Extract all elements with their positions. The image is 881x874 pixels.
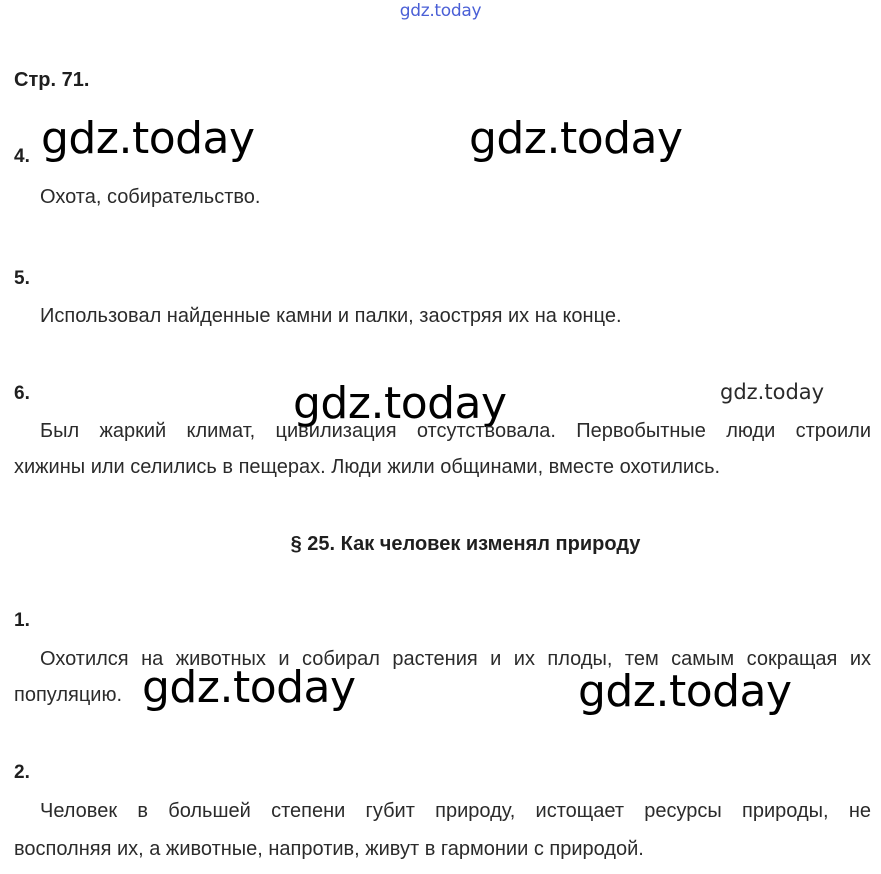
question-number-1: 1. xyxy=(14,610,30,631)
answer-5: Использовал найденные камни и палки, заостряя их на конце. xyxy=(40,305,622,327)
answer-6-line-1: Был жаркий климат, цивилизация отсутствовала. Первобытные люди строили xyxy=(40,420,871,442)
watermark: gdz.today xyxy=(293,378,507,429)
section-answer-2-line-2: восполняя их, а животные, напротив, живут в гармонии с природой. xyxy=(14,838,644,860)
section-answer-1-line-2: популяцию. xyxy=(14,684,123,706)
question-number-2: 2. xyxy=(14,762,30,783)
watermark: gdz.today xyxy=(578,666,792,717)
page-reference: Стр. 71. xyxy=(14,69,90,91)
answer-4: Охота, собирательство. xyxy=(40,186,261,208)
section-answer-2-line-1: Человек в большей степени губит природу, истощает ресурсы природы, не xyxy=(40,800,871,822)
watermark: gdz.today xyxy=(142,662,356,713)
watermark: gdz.today xyxy=(469,113,683,164)
section-answer-1-line-1: Охотился на животных и собирал растения и их плоды, тем самым сокращая их xyxy=(40,648,871,670)
watermark: gdz.today xyxy=(41,113,255,164)
question-number-6: 6. xyxy=(14,383,30,404)
question-number-4: 4. xyxy=(14,146,30,167)
watermark: gdz.today xyxy=(720,380,825,404)
section-title: § 25. Как человек изменял природу xyxy=(290,533,641,555)
header-watermark: gdz.today xyxy=(399,1,482,21)
answer-6-line-2: хижины или селились в пещерах. Люди жили общинами, вместе охотились. xyxy=(14,456,721,478)
question-number-5: 5. xyxy=(14,268,30,289)
